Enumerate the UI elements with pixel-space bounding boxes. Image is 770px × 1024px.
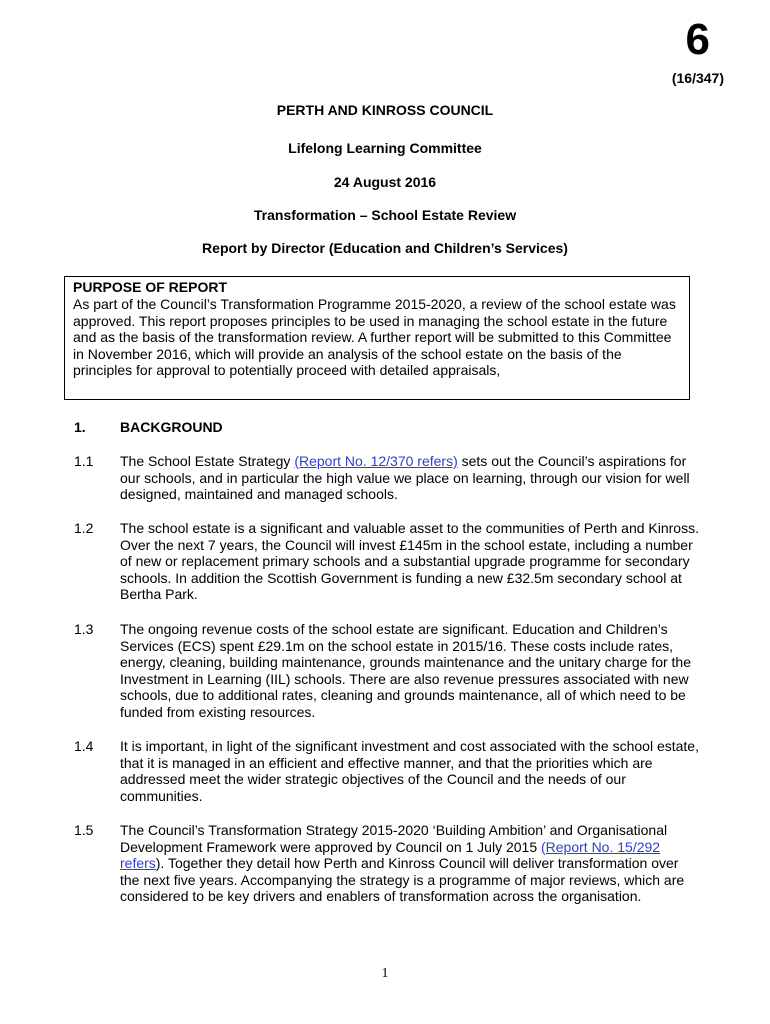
report-title: Transformation – School Estate Review [253, 207, 517, 223]
section-heading: BACKGROUND [120, 419, 223, 435]
page-number: 1 [381, 966, 389, 981]
purpose-text: As part of the Council’s Transformation Programme 2015-2020, a review of the school estate was approved. This report proposes principles to be used in managing the school estate in the future and as the basis of the transformation review. A further report will be submitted to this Committee in November 2016, which will provide an analysis of the school estate on the basis of the principles for approval to potentially proceed with detailed appraisals, [73, 296, 676, 378]
council-name: PERTH AND KINROSS COUNCIL [276, 102, 494, 118]
report-reference-link[interactable]: (Report No. 15/292 refers [120, 838, 661, 871]
agenda-item-number: 6 [685, 15, 710, 64]
section-number: 1. [74, 419, 86, 435]
paragraph-text-start: The School Estate Strategy [120, 453, 295, 469]
paragraph-text-start: The Council’s Transformation Strategy 2015-2020 ‘Building Ambition’ and Organisational Development Framework were approved by Council on 1 July 2015 [120, 822, 668, 855]
paragraph-text [120, 453, 700, 503]
paragraph-number: 1.1 [74, 453, 94, 469]
paragraph-number: 1.2 [74, 520, 94, 536]
paragraph-number: 1.4 [74, 738, 94, 754]
paragraph-number: 1.5 [74, 822, 94, 838]
purpose-box [64, 276, 690, 400]
paragraph-number: 1.3 [74, 621, 94, 637]
meeting-date: 24 August 2016 [333, 174, 437, 190]
purpose-heading: PURPOSE OF REPORT [73, 279, 228, 295]
report-number: (16/347) [671, 70, 724, 86]
paragraph-text [120, 822, 700, 905]
committee-name: Lifelong Learning Committee [288, 140, 482, 156]
paragraph-text-end: ). Together they detail how Perth and Kinross Council will deliver transformation over the next five years. Accompanying the strategy is a programme of major reviews, which are considered to be key drivers and enablers of transformation across the organisation. [120, 855, 685, 904]
report-reference-link[interactable]: (Report No. 12/370 refers) [294, 453, 458, 469]
paragraph-text: The ongoing revenue costs of the school estate are significant. Education and Children’s Services (ECS) spent £29.1m on the school estate in 2015/16. These costs include rates, energy, cleaning, building maintenance, grounds maintenance and the unitary charge for the Investment in Learning (IIL) schools. There are also revenue pressures associated with new schools, due to additional rates, cleaning and grounds maintenance, all of which need to be funded from existing resources. [120, 621, 692, 720]
report-author: Report by Director (Education and Children’s Services) [202, 240, 568, 256]
paragraph-text-end: sets out the Council’s aspirations for our schools, and in particular the high value we place on learning, through our vision for well designed, maintained and managed schools. [120, 453, 690, 502]
paragraph-text: It is important, in light of the significant investment and cost associated with the school estate, that it is managed in an efficient and effective manner, and that the priorities which are addressed meet the wider strategic objectives of the Council and the needs of our communities. [120, 738, 699, 804]
paragraph-text: The school estate is a significant and valuable asset to the communities of Perth and Kinross. Over the next 7 years, the Council will invest £145m in the school estate, including a number of new or replacement primary schools and a substantial upgrade programme for secondary schools. In addition the Scottish Government is funding a new £32.5m secondary school at Bertha Park. [120, 520, 699, 602]
